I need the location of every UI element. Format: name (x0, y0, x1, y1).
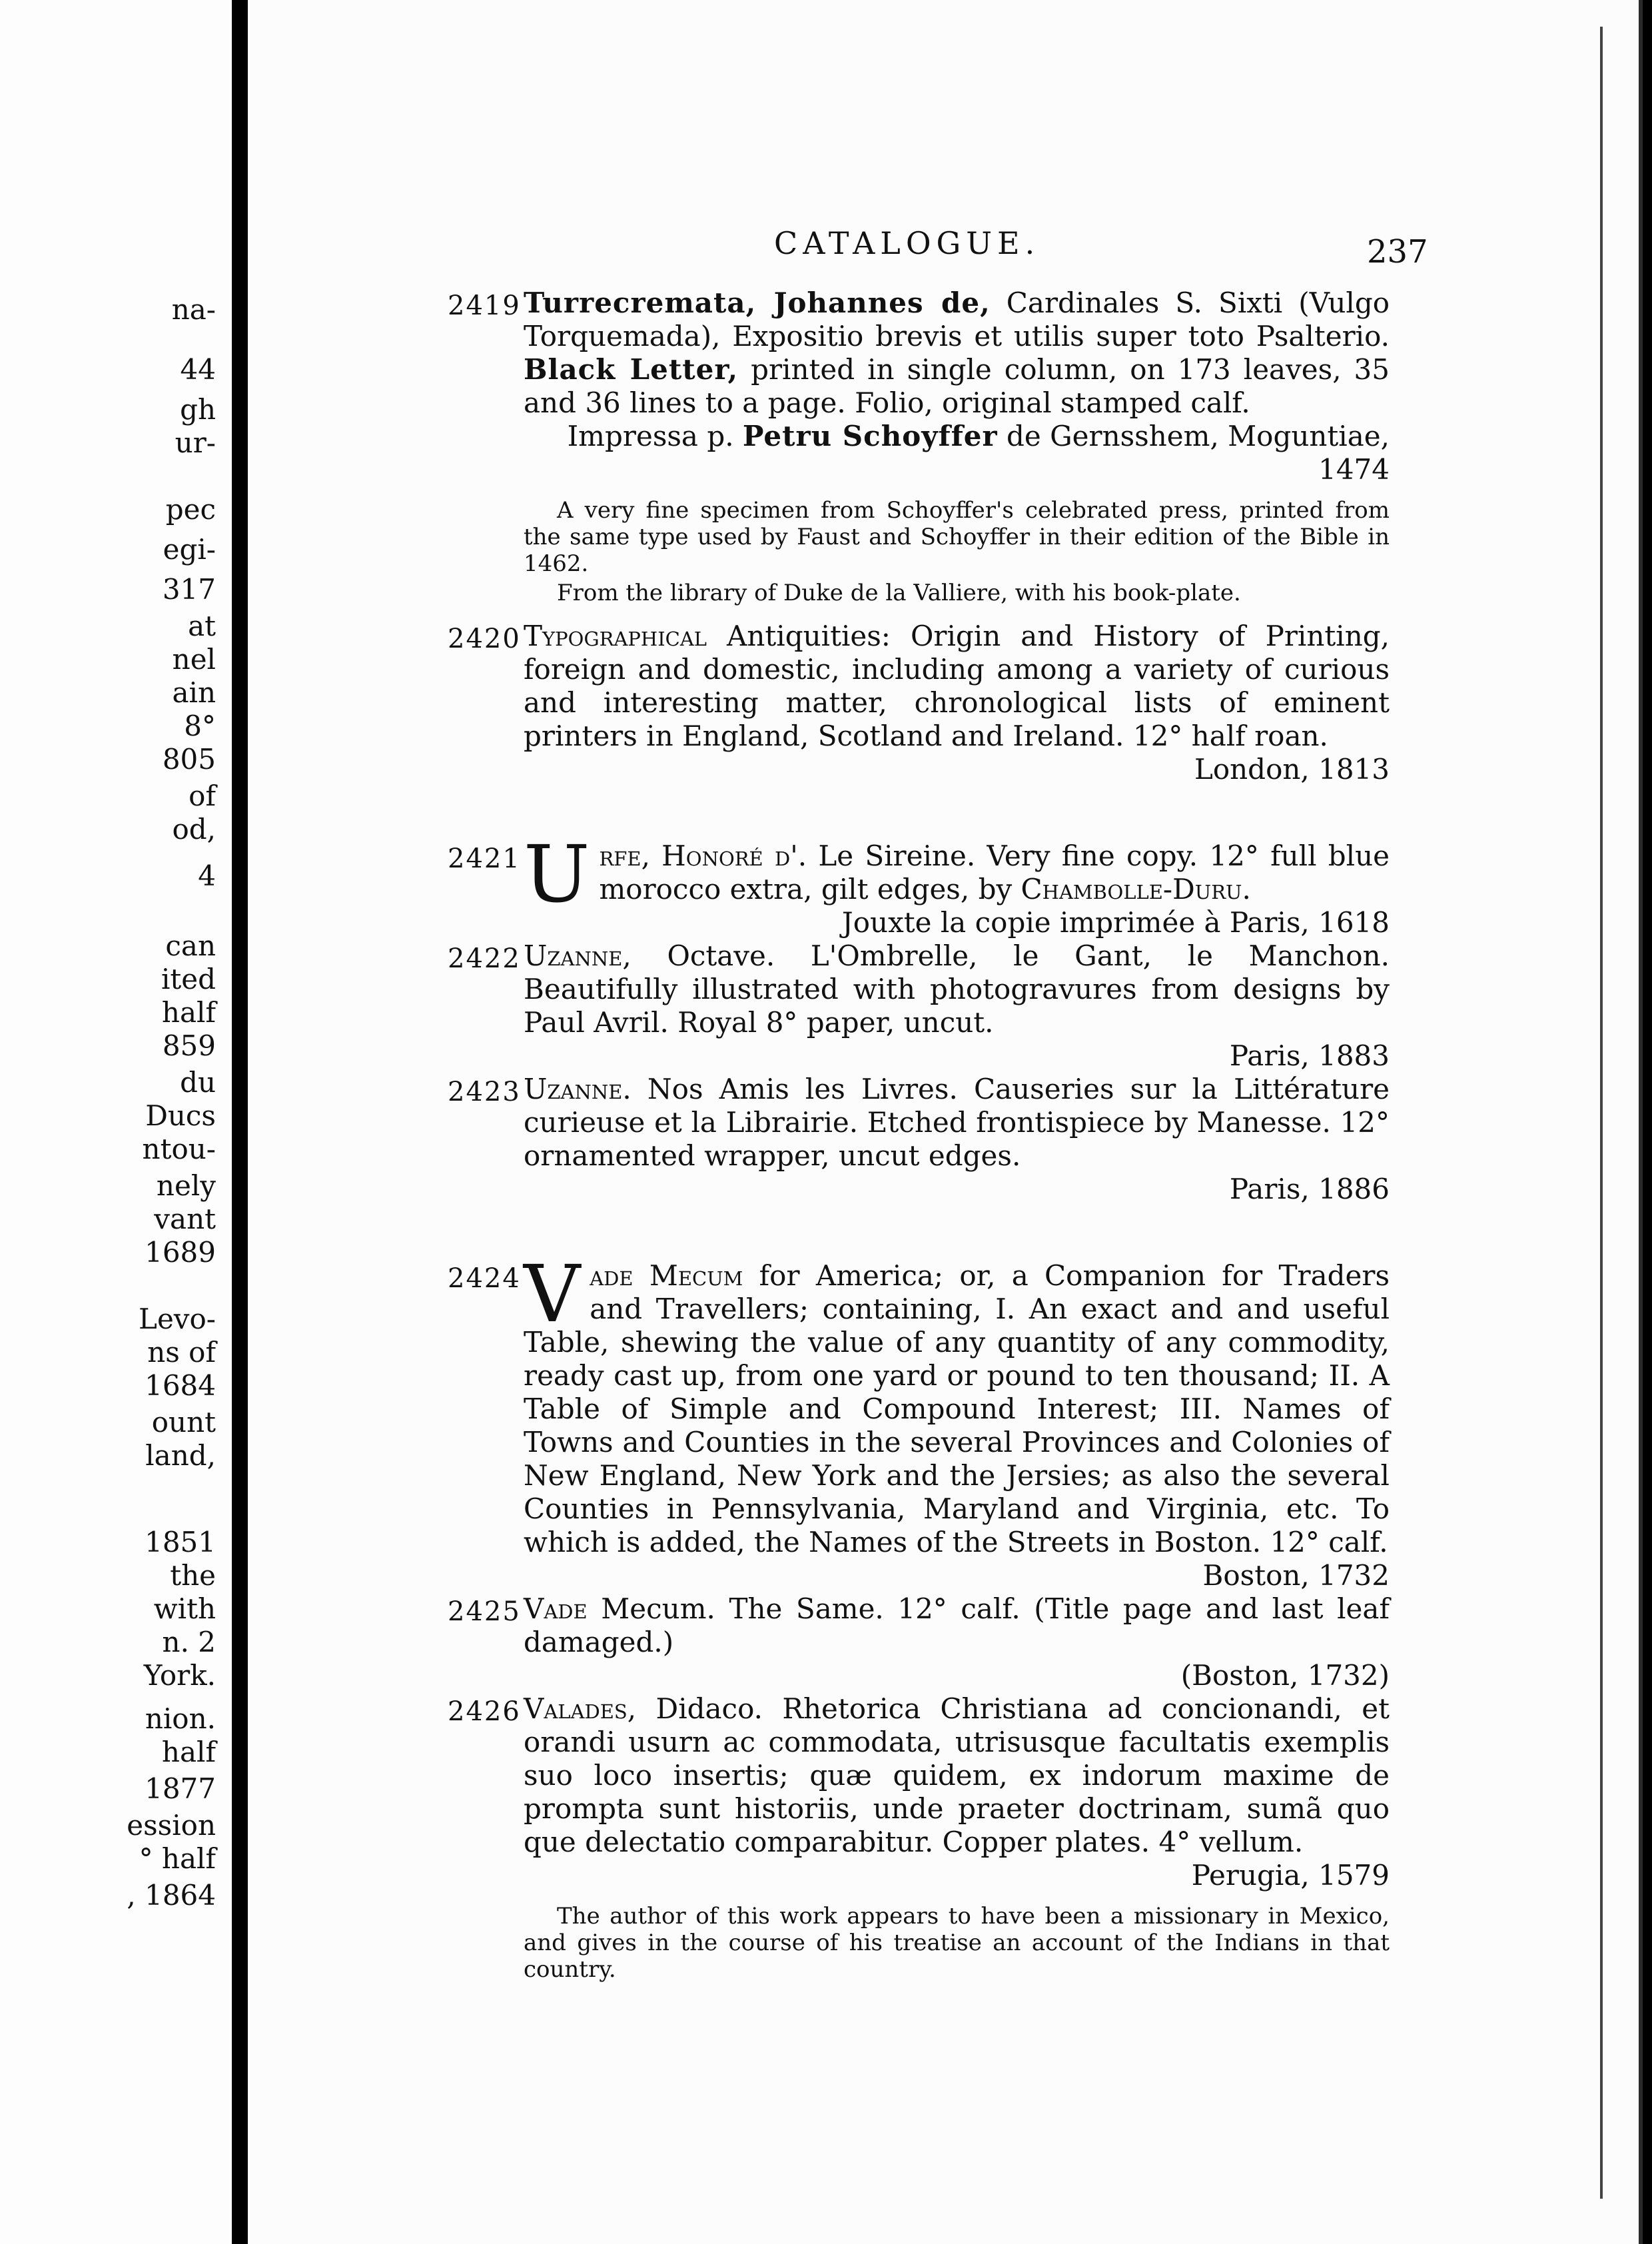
lot-number: 2426 (448, 1696, 521, 1727)
running-head: CATALOGUE. (774, 225, 1040, 261)
catalogue-page (248, 0, 1643, 2244)
left-fragment: 1851 (145, 1526, 216, 1558)
left-fragment: n. 2 (162, 1626, 216, 1658)
entry-imprint: Jouxte la copie imprimée à Paris, 1618 (841, 906, 1390, 939)
entry-imprint: Perugia, 1579 (1191, 1859, 1390, 1892)
left-fragment: nion. (145, 1702, 216, 1735)
left-fragment: nely (156, 1169, 216, 1202)
lot-number: 2422 (448, 943, 521, 974)
entry-heading: Vade (524, 1592, 588, 1625)
left-fragment: ession (127, 1809, 216, 1842)
left-fragment: 44 (180, 353, 216, 386)
left-fragment: 1877 (145, 1772, 216, 1805)
left-fragment: 4 (198, 859, 216, 892)
lot-number: 2419 (448, 290, 521, 321)
entry-heading: Typographical (524, 620, 707, 652)
entry-body (524, 1073, 1390, 1206)
entry-heading: ade Mecum (590, 1259, 743, 1292)
left-fragment: gh (180, 393, 216, 426)
entry-body (524, 1692, 1390, 1892)
imprint-pre: Impressa p. (567, 420, 743, 452)
entry-subheading: Black Letter, (524, 353, 739, 386)
entry-body (524, 1592, 1390, 1692)
left-fragment: York. (143, 1659, 216, 1692)
entry-text: printed in single column, on 173 leaves, 35 and 36 lines to a page. Folio, original stamped calf. (524, 353, 1390, 419)
left-fragment: nel (172, 643, 216, 676)
entry-body (524, 939, 1390, 1073)
left-fragment: ount (151, 1406, 216, 1438)
entry-heading: rfe, Honoré d'. (599, 840, 807, 872)
left-fragment: ain (172, 676, 216, 709)
left-fragment: Levo- (139, 1303, 216, 1335)
catalogue-entry (248, 1692, 1639, 1983)
entry-imprint: (Boston, 1732) (1180, 1659, 1390, 1692)
page-number: 237 (1367, 233, 1428, 271)
gutter-line (237, 0, 244, 2244)
lot-number: 2423 (448, 1077, 521, 1107)
entry-imprint (524, 420, 1390, 486)
left-fragment: of (189, 780, 216, 812)
page-header (248, 220, 1639, 273)
left-fragment: pec (165, 493, 216, 526)
left-fragment: ur- (175, 426, 216, 459)
lot-number: 2421 (448, 843, 521, 874)
entry-text: for America; or, a Companion for Traders and Travellers; containing, I. An exact and and useful Table, shewing the value of any quantity of any commodity, ready cast up, from one yard or pound to ten thousand; II. A Table of Simple and Compound Interest; III. Names of Towns and Counties in the several Provinces and Colonies of New England, New York and the Jersies; as also the several Counties in Pennsylvania, Maryland and Virginia, etc. To which is added, the Names of the Streets in Boston. 12° calf. (524, 1259, 1390, 1558)
entry-text: Nos Amis les Livres. Causeries sur la Littérature curieuse et la Librairie. Etched frontispiece by Manesse. 12° ornamented wrapper, uncut edges. (524, 1073, 1390, 1172)
left-fragment: the (170, 1559, 216, 1592)
entry-heading: Uzanne. (524, 1073, 631, 1105)
catalogue-entry (248, 620, 1639, 786)
left-fragment: land, (145, 1439, 216, 1472)
catalogue-entries (248, 286, 1639, 1983)
left-fragment: du (180, 1066, 216, 1099)
previous-page-sliver (0, 0, 232, 2244)
left-fragment: 859 (162, 1029, 216, 1062)
left-fragment: , 1864 (127, 1879, 216, 1912)
entry-note: A very fine specimen from Schoyffer's celebrated press, printed from the same type used by Faust and Schoyffer in their edition of the Bible in 1462. (524, 497, 1390, 577)
entry-heading: Uzanne, (524, 939, 631, 972)
entry-text: Antiquities: Origin and History of Printing, foreign and domestic, including among a variety of curious and interesting matter, chronological lists of eminent printers in England, Scotland and Ireland. 12° half roan. (524, 620, 1390, 752)
catalogue-entry (248, 1248, 1639, 1592)
entry-text: Mecum. The Same. 12° calf. (Title page and last leaf damaged.) (524, 1592, 1390, 1658)
drop-capital: U (524, 828, 590, 920)
left-fragment: half (161, 996, 216, 1029)
entry-body (524, 286, 1390, 486)
entry-imprint: Paris, 1883 (1229, 1039, 1390, 1072)
printer-name: Petru Schoyffer (742, 420, 998, 452)
entry-text: Didaco. Rhetorica Christiana ad concionandi, et orandi usurn ac commodata, utrisusque facultatis exemplis suo loco insertis; quæ quidem, ex indorum maxime de prompta sunt historiis, unde praeter doctrinam, sumã quo que delectatio comparabitur. Copper plates. 4° vellum. (524, 1692, 1390, 1858)
left-fragment: ntou- (142, 1133, 216, 1165)
catalogue-entry (248, 286, 1639, 606)
entry-body (524, 1248, 1390, 1592)
left-fragment: half (161, 1736, 216, 1768)
entry-heading: Turrecremata, Johannes de, (524, 286, 991, 319)
left-fragment: can (165, 929, 216, 962)
drop-capital: V (524, 1248, 581, 1340)
lot-number: 2424 (448, 1263, 521, 1294)
lot-number: 2420 (448, 624, 521, 654)
entry-text: Le Sireine. Very fine copy. 12° full blue morocco extra, gilt edges, by (599, 840, 1390, 905)
entry-text: Cardinales S. Sixti (Vulgo Torquemada), Expositio brevis et utilis super toto Psalterio. (524, 286, 1390, 352)
entry-body (524, 828, 1390, 939)
catalogue-entry (248, 1592, 1639, 1692)
catalogue-entry (248, 1073, 1639, 1206)
binder-name: Chambolle-Duru. (1021, 873, 1251, 905)
entry-note: The author of this work appears to have been a missionary in Mexico, and gives in the course of his treatise an account of the Indians in that country. (524, 1903, 1390, 1983)
left-fragment: ited (161, 963, 216, 995)
left-fragment: at (188, 610, 216, 642)
lot-number: 2425 (448, 1596, 521, 1627)
left-fragment: egi- (163, 533, 216, 566)
entry-imprint: Boston, 1732 (1202, 1559, 1390, 1592)
imprint-post: de Gernsshem, Moguntiae, 1474 (997, 420, 1390, 486)
catalogue-entry (248, 939, 1639, 1073)
left-fragment: 8° (184, 710, 216, 742)
left-fragment: ns of (147, 1336, 216, 1369)
left-fragment: Ducs (145, 1099, 216, 1132)
left-fragment: with (153, 1592, 216, 1625)
entry-text: Octave. L'Ombrelle, le Gant, le Manchon. Beautifully illustrated with photogravures from designs by Paul Avril. Royal 8° paper, uncut. (524, 939, 1390, 1039)
left-fragment: vant (154, 1203, 216, 1235)
left-fragment: 1689 (145, 1236, 216, 1269)
left-fragment: ° half (139, 1842, 216, 1875)
left-fragment: 805 (162, 743, 216, 776)
left-fragment: 1684 (145, 1369, 216, 1402)
left-fragment: od, (172, 813, 216, 845)
entry-imprint: London, 1813 (1194, 753, 1390, 786)
catalogue-entry (248, 828, 1639, 939)
left-fragment: na- (171, 293, 216, 326)
entry-body (524, 620, 1390, 786)
entry-imprint: Paris, 1886 (1229, 1173, 1390, 1205)
entry-heading: Valades, (524, 1692, 637, 1725)
entry-note: From the library of Duke de la Valliere, with his book-plate. (557, 580, 1241, 606)
left-fragment: 317 (162, 573, 216, 606)
